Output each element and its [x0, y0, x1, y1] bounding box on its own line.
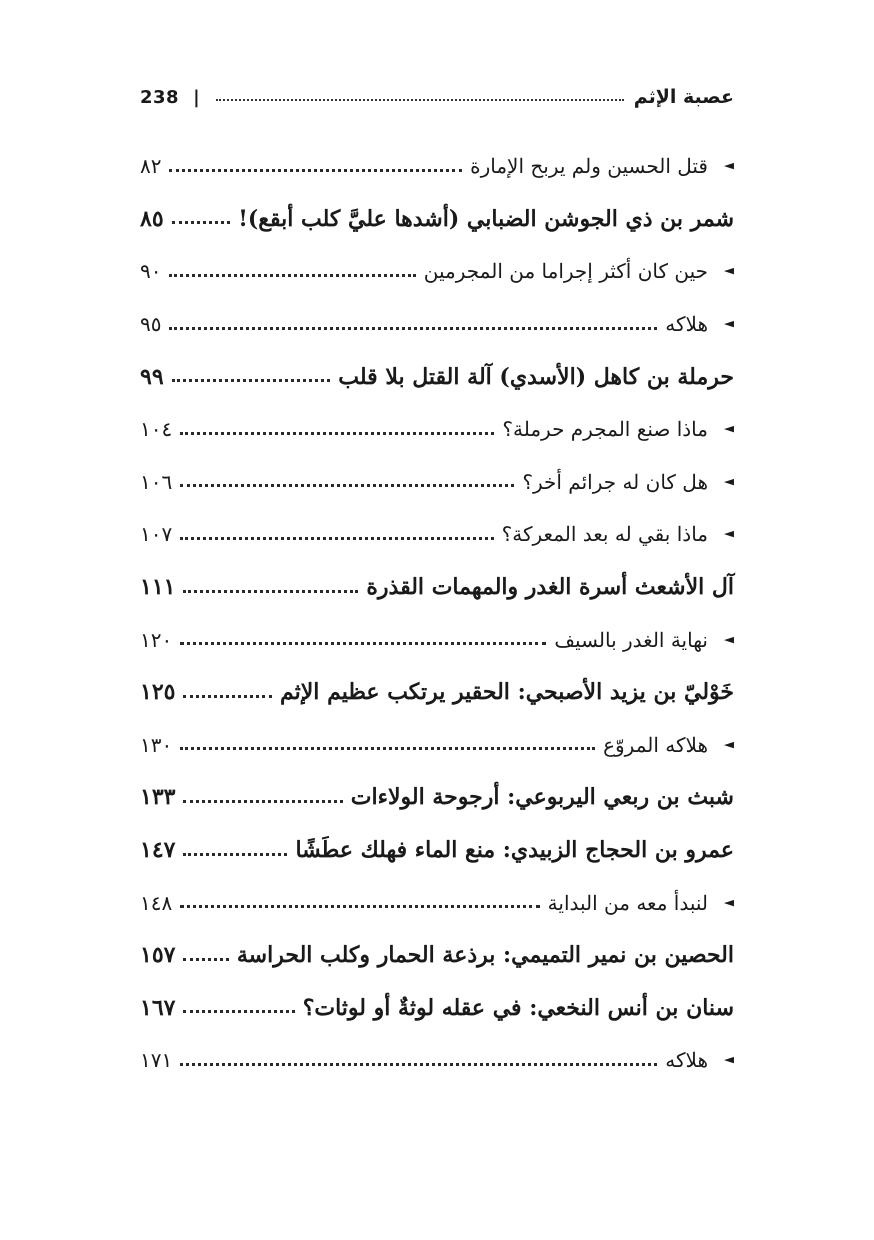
toc-chapter-entry[interactable]: [140, 982, 734, 1035]
entry-title: آل الأشعث أسرة الغدر والمهمات القذرة: [366, 574, 734, 601]
triangle-left-icon: ◄: [724, 421, 734, 437]
toc-chapter-entry[interactable]: [140, 771, 734, 824]
book-title: عصبة الإثم: [633, 86, 734, 108]
entry-title-text: لنبدأ معه من البداية: [547, 890, 708, 915]
entry-title: حرملة بن كاهل (الأسدي) آلة القتل بلا قلب: [338, 363, 734, 390]
toc-section-entry[interactable]: [140, 719, 734, 772]
entry-title-text: هلاكه المروّع: [603, 732, 708, 757]
entry-page-number: ١٤٨: [140, 890, 173, 915]
entry-title-text: هل كان له جرائم أخر؟: [522, 469, 708, 494]
toc-section-entry[interactable]: [140, 403, 734, 456]
toc-chapter-entry[interactable]: [140, 929, 734, 982]
dot-leader: [183, 853, 287, 856]
running-header: [140, 82, 734, 112]
entry-title: [502, 522, 734, 546]
dot-leader: [172, 379, 331, 382]
entry-title-text: قتل الحسين ولم يربح الإمارة: [470, 154, 708, 179]
dot-leader: [169, 274, 415, 277]
dot-leader: [183, 695, 272, 698]
page-number: 238: [140, 86, 180, 108]
entry-title: خَوْليّ بن يزيد الأصبحي: الحقير يرتكب عظيم الإثم: [280, 679, 734, 706]
toc-section-entry[interactable]: [140, 613, 734, 666]
toc-chapter-entry[interactable]: [140, 666, 734, 719]
entry-title: شمر بن ذي الجوشن الضبابي (أشدها عليَّ كلب أبقع)!: [238, 205, 734, 232]
toc-chapter-entry[interactable]: [140, 350, 734, 403]
entry-page-number: ١٢٠: [140, 627, 173, 652]
toc-section-entry[interactable]: [140, 508, 734, 561]
entry-title: الحصين بن نمير التميمي: برذعة الحمار وكلب الحراسة: [236, 942, 734, 969]
triangle-left-icon: ◄: [724, 526, 734, 542]
entry-page-number: ٩٩: [140, 363, 164, 390]
dot-leader: [180, 484, 514, 487]
entry-page-number: ١٠٦: [140, 469, 173, 494]
entry-page-number: ١٠٤: [140, 417, 173, 442]
entry-page-number: ١٤٧: [140, 837, 176, 864]
dot-leader: [180, 537, 493, 540]
triangle-left-icon: ◄: [724, 263, 734, 279]
toc-chapter-entry[interactable]: [140, 824, 734, 877]
entry-title: [522, 470, 734, 494]
table-of-contents: [140, 140, 734, 1087]
dot-leader: [180, 1063, 657, 1066]
dot-leader: [183, 800, 342, 803]
header-separator: |: [193, 86, 200, 108]
dot-leader: [169, 169, 462, 172]
entry-page-number: ١٧١: [140, 1048, 173, 1073]
entry-title-text: هلاكه: [665, 1048, 708, 1073]
entry-title: عمرو بن الحجاج الزبيدي: منع الماء فهلك عطَشًا: [295, 837, 734, 864]
dot-leader: [183, 958, 228, 961]
toc-section-entry[interactable]: [140, 140, 734, 193]
dot-leader: [172, 221, 231, 224]
entry-page-number: ٩٠: [140, 259, 162, 284]
entry-page-number: ١٢٥: [140, 679, 176, 706]
toc-section-entry[interactable]: [140, 1034, 734, 1087]
entry-title-text: نهاية الغدر بالسيف: [554, 627, 708, 652]
triangle-left-icon: ◄: [724, 632, 734, 648]
entry-title: سنان بن أنس النخعي: في عقله لوثةٌ أو لوثات؟: [302, 994, 734, 1021]
entry-page-number: ٨٢: [140, 154, 162, 179]
entry-page-number: ١٣٠: [140, 732, 173, 757]
entry-title: [470, 154, 734, 178]
entry-page-number: ١٦٧: [140, 994, 176, 1021]
entry-title: [424, 259, 734, 283]
dot-leader: [180, 747, 595, 750]
toc-section-entry[interactable]: [140, 245, 734, 298]
entry-title-text: ماذا صنع المجرم حرملة؟: [502, 417, 708, 442]
entry-title: [603, 733, 734, 757]
dot-leader: [180, 642, 546, 645]
dot-leader: [183, 590, 358, 593]
triangle-left-icon: ◄: [724, 895, 734, 911]
triangle-left-icon: ◄: [724, 158, 734, 174]
dot-leader: [183, 1010, 294, 1013]
entry-page-number: ١١١: [140, 574, 176, 601]
dot-leader: [180, 432, 494, 435]
toc-chapter-entry[interactable]: [140, 561, 734, 614]
entry-title: [554, 628, 734, 652]
entry-title-text: حين كان أكثر إجراما من المجرمين: [423, 259, 708, 284]
dot-leader: [169, 327, 657, 330]
entry-page-number: ١٣٣: [140, 784, 176, 811]
toc-section-entry[interactable]: [140, 456, 734, 509]
toc-section-entry[interactable]: [140, 298, 734, 351]
toc-section-entry[interactable]: [140, 876, 734, 929]
entry-title: [548, 891, 734, 915]
triangle-left-icon: ◄: [724, 474, 734, 490]
entry-title: [665, 1048, 734, 1072]
entry-title-text: هلاكه: [665, 312, 708, 337]
entry-page-number: ١٥٧: [140, 942, 176, 969]
triangle-left-icon: ◄: [724, 737, 734, 753]
toc-chapter-entry[interactable]: [140, 193, 734, 246]
triangle-left-icon: ◄: [724, 316, 734, 332]
dot-leader: [180, 905, 539, 908]
entry-page-number: ٩٥: [140, 312, 162, 337]
triangle-left-icon: ◄: [724, 1052, 734, 1068]
entry-title: شبث بن ربعي اليربوعي: أرجوحة الولاءات: [350, 784, 734, 811]
entry-page-number: ٨٥: [140, 205, 164, 232]
entry-title-text: ماذا بقي له بعد المعركة؟: [501, 522, 708, 547]
entry-title: [665, 312, 734, 336]
entry-title: [502, 417, 734, 441]
header-dot-leader: [216, 99, 624, 101]
entry-page-number: ١٠٧: [140, 522, 173, 547]
